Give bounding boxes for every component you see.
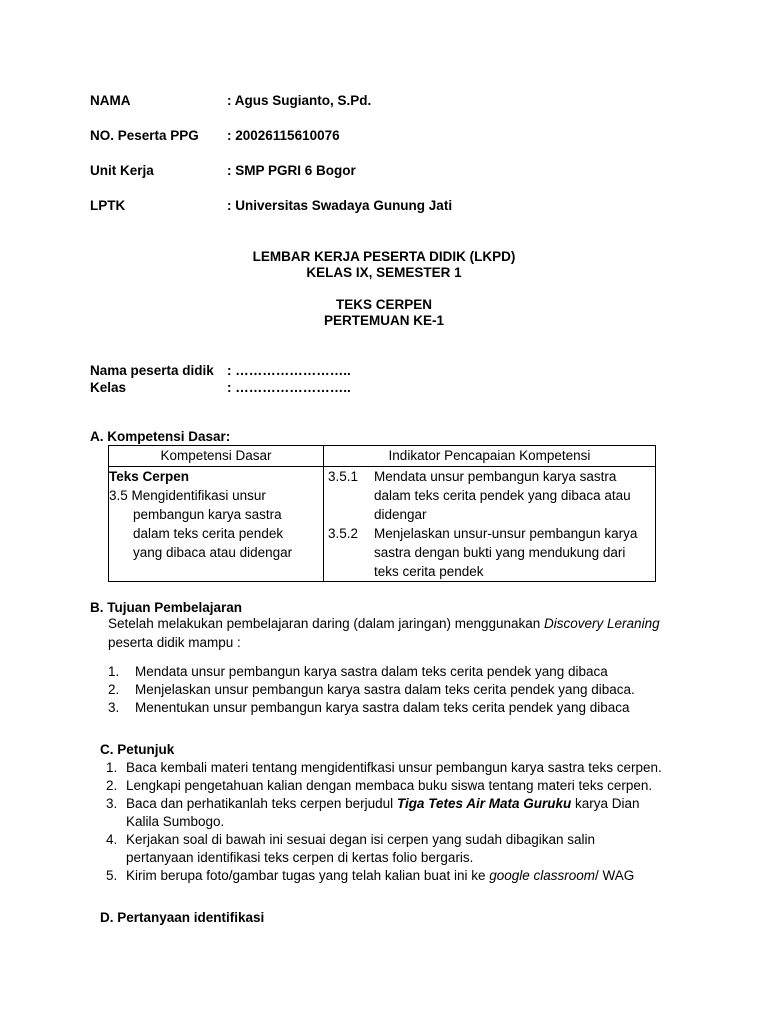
list-item	[106, 777, 696, 795]
list-text	[126, 867, 696, 885]
section-b-heading: B. Tujuan Pembelajaran	[90, 600, 243, 615]
intro-text: Setelah melakukan pembelajaran daring (dalam jaringan) menggunakan	[108, 616, 545, 631]
list-text: Menentukan unsur pembangun karya sastra dalam teks cerita pendek yang dibaca	[135, 700, 630, 715]
indicator-line: sastra dengan bukti yang mendukung dari	[374, 545, 626, 560]
indicator-line: Mendata unsur pembangun karya sastra	[374, 469, 617, 484]
indicator-line: didengar	[374, 507, 427, 522]
name-label: NAMA	[90, 93, 131, 108]
section-a-heading: A. Kompetensi Dasar:	[90, 429, 231, 444]
instructions-list	[106, 759, 696, 885]
text-run: karya Dian	[571, 796, 640, 811]
competency-table	[108, 445, 656, 582]
section-b-intro	[108, 615, 660, 633]
list-number: 5.	[106, 868, 118, 883]
indicator-number: 3.5.1	[328, 469, 359, 484]
kd-line: yang dibaca atau didengar	[133, 545, 293, 560]
kd-first-line	[109, 486, 323, 505]
kd-number: 3.5	[109, 488, 128, 503]
list-number: 1.	[108, 664, 120, 679]
list-item	[108, 663, 668, 681]
ppg-number-value: : 20026115610076	[227, 128, 340, 143]
intro-method: Discovery Leraning	[544, 616, 660, 631]
indicator-line: Menjelaskan unsur-unsur pembangun karya	[374, 526, 638, 541]
objectives-list	[108, 663, 668, 717]
list-number: 2.	[108, 682, 120, 697]
lptk-value: : Universitas Swadaya Gunung Jati	[227, 198, 453, 213]
list-item	[106, 867, 696, 885]
kd-line: dalam teks cerita pendek	[133, 526, 284, 541]
section-b-intro-line2: peserta didik mampu :	[108, 635, 241, 650]
kd-title: Teks Cerpen	[109, 469, 190, 484]
indicators-cell	[324, 467, 656, 582]
indicator-text	[374, 467, 655, 524]
indicator-line: teks cerita pendek	[374, 564, 484, 579]
indicator-line: dalam teks cerita pendek yang dibaca atau	[374, 488, 631, 503]
list-text	[126, 795, 696, 831]
platform-name: google classroom	[489, 868, 596, 883]
section-c-heading: C. Petunjuk	[100, 742, 175, 757]
text-run: / WAG	[595, 868, 635, 883]
table-header-row	[109, 446, 656, 467]
lptk-label: LPTK	[90, 198, 126, 213]
topic-title: TEKS CERPEN	[335, 297, 433, 312]
class-semester: KELAS IX, SEMESTER 1	[306, 265, 462, 280]
kd-line: pembangun karya sastra	[133, 507, 282, 522]
list-number: 2.	[106, 778, 118, 793]
list-number: 3.	[108, 700, 120, 715]
text-run: Kirim berupa foto/gambar tugas yang telah kalian buat ini ke	[126, 868, 490, 883]
list-text: Lengkapi pengetahuan kalian dengan membaca buku siswa tentang materi teks cerpen.	[126, 778, 653, 793]
list-item	[108, 681, 668, 699]
student-class-blank: : ……………………..	[227, 380, 351, 395]
basic-competency-cell	[109, 467, 324, 582]
section-d-heading: D. Pertanyaan identifikasi	[100, 910, 265, 925]
col-header-basic-competency: Kompetensi Dasar	[109, 446, 324, 467]
ppg-number-label: NO. Peserta PPG	[90, 128, 199, 143]
indicator-number: 3.5.2	[328, 526, 359, 541]
list-number: 3.	[106, 796, 118, 811]
list-text: Baca kembali materi tentang mengidentifkasi unsur pembangun karya sastra teks cerpen.	[126, 760, 662, 775]
list-number: 4.	[106, 832, 118, 847]
list-text: Menjelaskan unsur pembangun karya sastra dalam teks cerita pendek yang dibaca.	[135, 682, 635, 697]
text-run: Kalila Sumbogo.	[126, 814, 225, 829]
list-text	[126, 831, 696, 867]
work-unit-value: : SMP PGRI 6 Bogor	[227, 163, 356, 178]
list-item	[106, 795, 696, 831]
list-item	[106, 759, 696, 777]
name-value: : Agus Sugianto, S.Pd.	[227, 93, 372, 108]
text-run: Baca dan perhatikanlah teks cerpen berjudul	[126, 796, 397, 811]
student-name-blank: : ……………………..	[227, 363, 351, 378]
list-item	[106, 831, 696, 867]
list-item	[108, 699, 668, 717]
kd-first-text: Mengidentifikasi unsur	[131, 488, 266, 503]
text-run: pertanyaan identifikasi teks cerpen di kertas folio bergaris.	[126, 850, 474, 865]
indicator-text	[374, 524, 655, 581]
col-header-indicators: Indikator Pencapaian Kompetensi	[324, 446, 656, 467]
document-title: LEMBAR KERJA PESERTA DIDIK (LKPD)	[252, 249, 516, 264]
student-class-label: Kelas	[90, 380, 127, 395]
story-title: Tiga Tetes Air Mata Guruku	[396, 796, 572, 811]
work-unit-label: Unit Kerja	[90, 163, 154, 178]
indicator-item	[324, 524, 655, 581]
text-run: Kerjakan soal di bawah ini sesuai degan isi cerpen yang sudah dibagikan salin	[126, 832, 596, 847]
meeting-title: PERTEMUAN KE-1	[323, 313, 444, 328]
student-name-label: Nama peserta didik	[90, 363, 214, 378]
list-text: Mendata unsur pembangun karya sastra dalam teks cerita pendek yang dibaca	[135, 664, 608, 679]
list-number: 1.	[106, 760, 118, 775]
indicator-item	[324, 467, 655, 524]
table-row	[109, 467, 656, 582]
